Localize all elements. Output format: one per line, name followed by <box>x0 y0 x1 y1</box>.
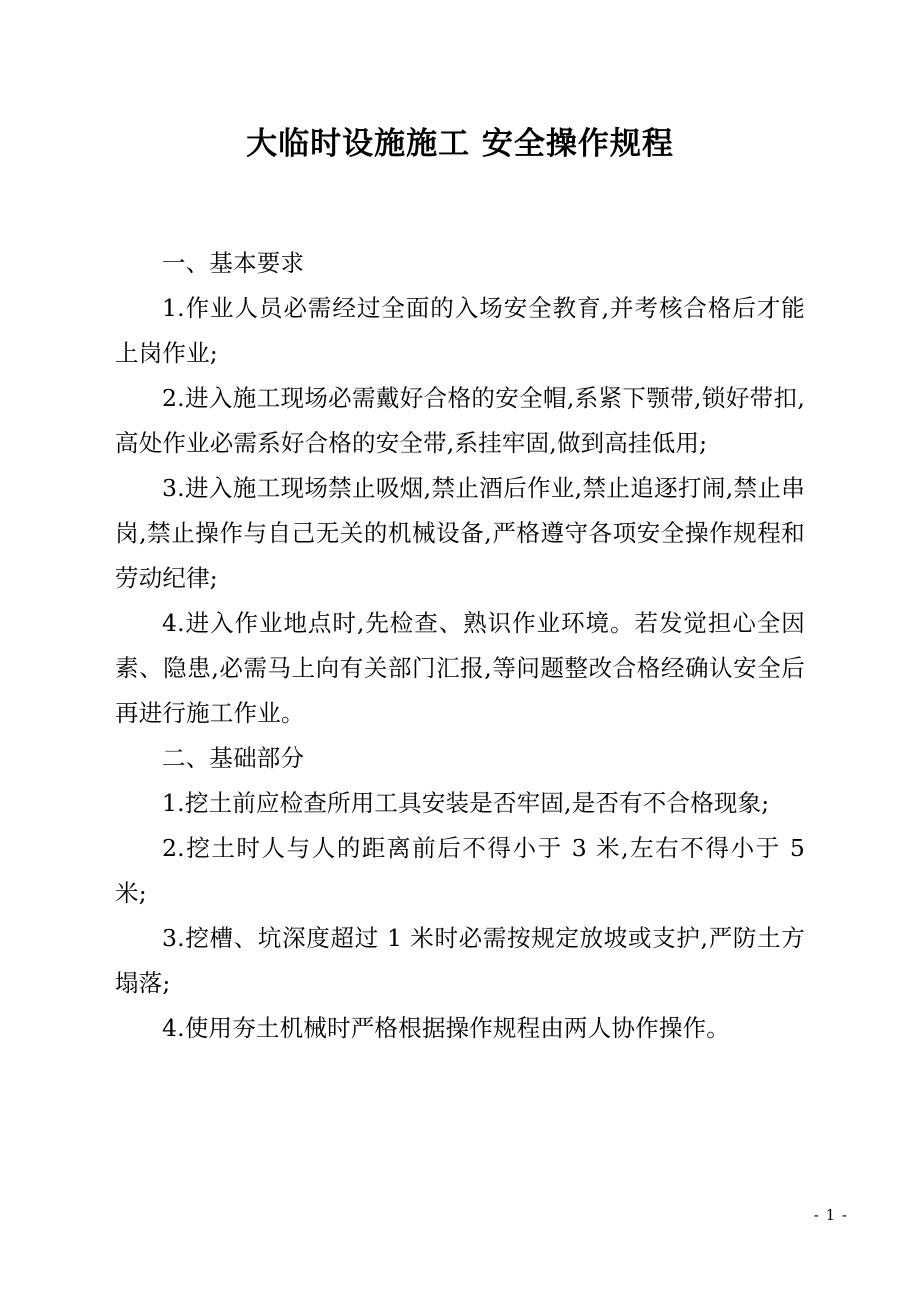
page-title: 大临时设施施工 安全操作规程 <box>246 126 674 162</box>
section-heading-foundation-part: 二、基础部分 <box>162 744 305 772</box>
paragraph-1-2: 2.进入施工现场必需戴好合格的安全帽,系紧下颚带,锁好带扣,高处作业必需系好合格的安全带,系挂牢固,做到高挂低用; <box>115 384 805 457</box>
paragraph-2-2: 2.挖土时人与人的距离前后不得小于 3 米,左右不得小于 5 米; <box>115 834 805 907</box>
paragraph-2-3: 3.挖槽、坑深度超过 1 米时必需按规定放坡或支护,严防土方塌落; <box>115 924 805 997</box>
paragraph-2-4: 4.使用夯土机械时严格根据操作规程由两人协作操作。 <box>162 1014 730 1042</box>
paragraph-1-3: 3.进入施工现场禁止吸烟,禁止酒后作业,禁止追逐打闹,禁止串岗,禁止操作与自己无关的机械设备,严格遵守各项安全操作规程和劳动纪律; <box>115 474 805 592</box>
page-number: - 1 - <box>813 1206 848 1224</box>
paragraph-2-1: 1.挖土前应检查所用工具安装是否牢固,是否有不合格现象; <box>162 789 770 817</box>
paragraph-1-1: 1.作业人员必需经过全面的入场安全教育,并考核合格后才能上岗作业; <box>115 294 805 367</box>
section-heading-basic-requirements: 一、基本要求 <box>162 249 305 277</box>
document-body <box>115 163 805 1051</box>
paragraph-1-4: 4.进入作业地点时,先检查、熟识作业环境。若发觉担心全因素、隐患,必需马上向有关部门汇报,等问题整改合格经确认安全后再进行施工作业。 <box>115 609 805 727</box>
